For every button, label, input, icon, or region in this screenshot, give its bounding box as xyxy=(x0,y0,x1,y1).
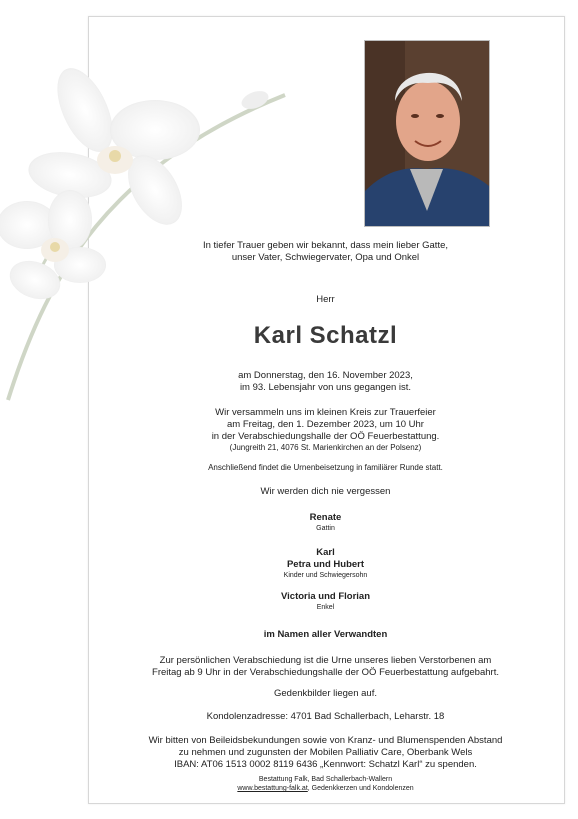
mourner-names: Karl xyxy=(316,547,335,558)
farewell-line-1: Zur persönlichen Verabschiedung ist die Urne unseres lieben Verstorbenen am xyxy=(159,655,492,666)
mourner-role: Gattin xyxy=(316,525,335,532)
motto: Wir werden dich nie vergessen xyxy=(260,486,391,497)
honorific: Herr xyxy=(316,294,335,305)
death-notice xyxy=(88,370,563,394)
mourner-names: Renate xyxy=(309,512,342,523)
relatives-line: im Namen aller Verwandten xyxy=(263,629,388,640)
donation-line-2: zu nehmen und zugunsten der Mobilen Palliativ Care, Oberbank Wels xyxy=(178,747,473,758)
portrait-photo xyxy=(364,40,490,227)
death-line-2: im 93. Lebensjahr von uns gegangen ist. xyxy=(239,382,412,393)
intro-line-2: unser Vater, Schwiegervater, Opa und Onkel xyxy=(231,252,420,263)
death-line-1: am Donnerstag, den 16. November 2023, xyxy=(238,370,413,381)
footer-line-1: Bestattung Falk, Bad Schallerbach-Wallern xyxy=(258,776,393,783)
farewell-info xyxy=(88,655,563,679)
mourner-2 xyxy=(88,547,563,580)
farewell-line-2: Freitag ab 9 Uhr in der Verabschiedungshalle der OÖ Feuerbestattung aufgebahrt. xyxy=(152,667,499,678)
mourner-role: Enkel xyxy=(316,604,335,611)
ceremony-address: (Jungreith 21, 4076 St. Marienkirchen an der Polsenz) xyxy=(229,443,422,452)
ceremony-line-1: Wir versammeln uns im kleinen Kreis zur Trauerfeier xyxy=(215,407,436,418)
mourner-names-2: Petra und Hubert xyxy=(286,559,365,570)
condolence-address: Kondolenzadresse: 4701 Bad Schallerbach, Leharstr. 18 xyxy=(206,711,445,722)
mourner-names: Victoria und Florian xyxy=(280,591,371,602)
website-link[interactable]: www.bestattung-falk.at xyxy=(237,785,308,792)
footer-line-2 xyxy=(88,784,563,793)
footer-line-2-rest: , Gedenkkerzen und Kondolenzen xyxy=(307,785,414,792)
donation-line-3: IBAN: AT06 1513 0002 8119 6436 „Kennwort: Schatzl Karl“ zu spenden. xyxy=(174,759,477,770)
mourner-1 xyxy=(88,512,563,533)
mourner-role: Kinder und Schwiegersohn xyxy=(283,572,368,579)
ceremony-info xyxy=(88,407,563,453)
ceremony-line-3: in der Verabschiedungshalle der OÖ Feuerbestattung. xyxy=(211,431,440,442)
ceremony-line-2: am Freitag, den 1. Dezember 2023, um 10 Uhr xyxy=(227,419,424,430)
intro-text xyxy=(88,240,563,264)
intro-line-1: In tiefer Trauer geben wir bekannt, dass mein lieber Gatte, xyxy=(202,240,449,251)
orchid-illustration xyxy=(0,40,300,420)
footer xyxy=(88,775,563,793)
mourner-3 xyxy=(88,591,563,612)
burial-note: Anschließend findet die Urnenbeisetzung in familiärer Runde statt. xyxy=(208,463,443,472)
donation-line-1: Wir bitten von Beileidsbekundungen sowie von Kranz- und Blumenspenden Abstand xyxy=(148,735,503,746)
donation-info xyxy=(88,735,563,771)
memorial-note: Gedenkbilder liegen auf. xyxy=(274,688,377,699)
deceased-name: Karl Schatzl xyxy=(253,322,398,349)
